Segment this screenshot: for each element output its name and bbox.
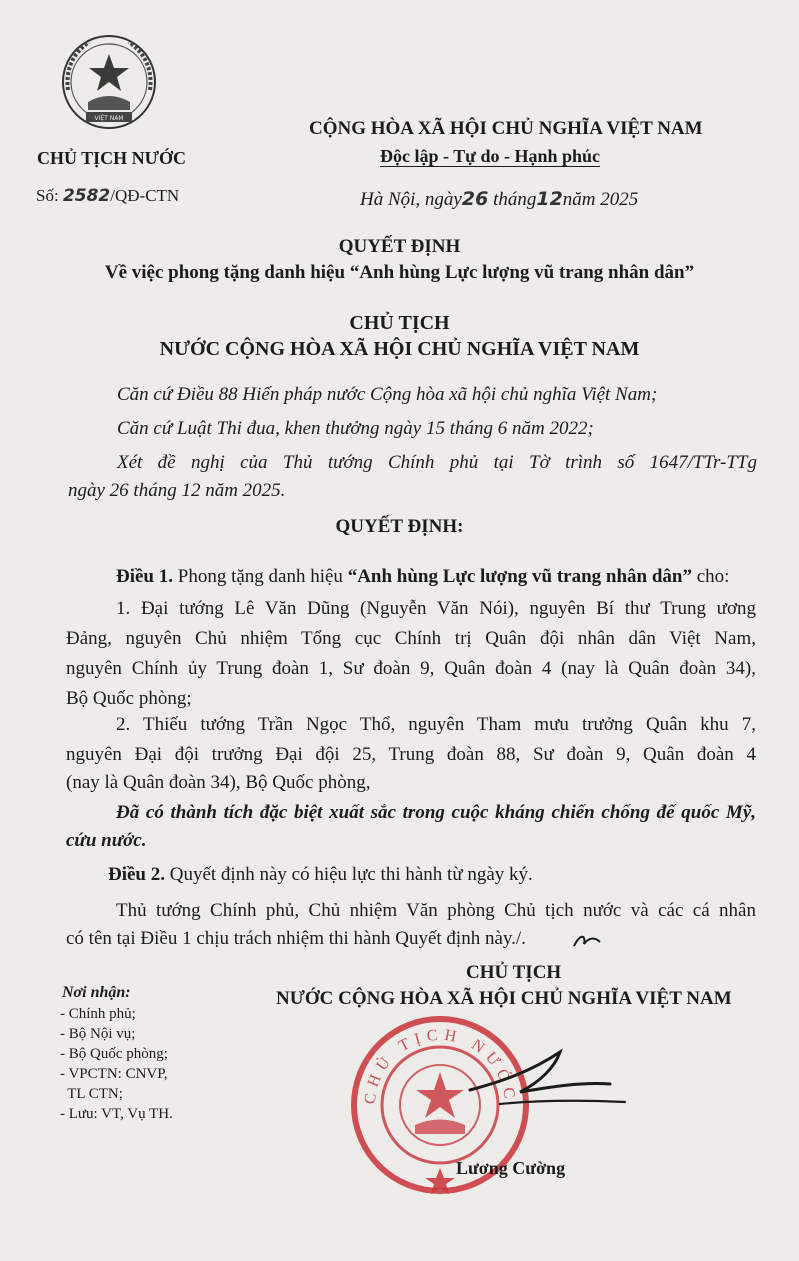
recipients-title: Nơi nhận:: [62, 984, 131, 1001]
article-2-para-line2: có tên tại Điều 1 chịu trách nhiệm thi hành Quyết định này./.: [66, 928, 526, 949]
national-emblem-icon: [54, 30, 164, 140]
recipient-item: - VPCTN: CNVP,: [60, 1066, 168, 1082]
decides-heading: QUYẾT ĐỊNH:: [335, 516, 464, 537]
preamble-3b: ngày 26 tháng 12 năm 2025.: [68, 480, 286, 501]
seal-text: CHỦ TỊCH NƯỚC: [361, 1026, 519, 1106]
recipient-item: - Bộ Nội vụ;: [60, 1026, 136, 1042]
preamble-1: Căn cứ Điều 88 Hiến pháp nước Cộng hòa xã hội chủ nghĩa Việt Nam;: [117, 384, 658, 405]
recipient-item: - Lưu: VT, Vụ TH.: [60, 1106, 173, 1122]
handwritten-signature: [460, 1042, 640, 1122]
item2-line1: 2. Thiếu tướng Trần Ngọc Thổ, nguyên Tham mưu trưởng Quân khu 7,: [116, 714, 756, 735]
item1-line2: Đảng, nguyên Chủ nhiệm Tổng cục Chính trị Quân đội nhân dân Việt Nam,: [66, 628, 756, 649]
preamble-3a: Xét đề nghị của Thủ tướng Chính phủ tại Tờ trình số 1647/TTr-TTg: [117, 452, 757, 473]
national-motto: Độc lập - Tự do - Hạnh phúc: [380, 146, 601, 166]
authority-line2: NƯỚC CỘNG HÒA XÃ HỘI CHỦ NGHĨA VIỆT NAM: [159, 338, 640, 360]
country-name: CỘNG HÒA XÃ HỘI CHỦ NGHĨA VIỆT NAM: [309, 118, 703, 139]
recipient-item: - Chính phủ;: [60, 1006, 136, 1022]
article-2: Điều 2. Quyết định này có hiệu lực thi hành từ ngày ký.: [108, 864, 533, 885]
item1-line3: nguyên Chính ủy Trung đoàn 1, Sư đoàn 9, Quân đoàn 4 (nay là Quân đoàn 34),: [66, 658, 756, 679]
number-handwritten: 2582: [62, 186, 111, 206]
signature-title-2: NƯỚC CỘNG HÒA XÃ HỘI CHỦ NGHĨA VIỆT NAM: [276, 988, 732, 1009]
number-prefix: Số:: [36, 186, 63, 205]
recipient-item: - Bộ Quốc phòng;: [60, 1046, 168, 1062]
issuer: CHỦ TỊCH NƯỚC: [37, 148, 187, 168]
recipient-item: TL CTN;: [60, 1086, 123, 1102]
article-1-intro: Điều 1. Phong tặng danh hiệu “Anh hùng Lực lượng vũ trang nhân dân” cho:: [116, 566, 730, 587]
article-2-label: Điều 2.: [108, 864, 165, 885]
date-month: 12: [536, 188, 563, 210]
document-number: [36, 186, 179, 206]
date-day: 26: [461, 188, 489, 210]
article-1-label: Điều 1.: [116, 566, 173, 587]
authority-line1: CHỦ TỊCH: [349, 312, 450, 334]
decision-subject: Về việc phong tặng danh hiệu “Anh hùng Lực lượng vũ trang nhân dân”: [104, 262, 695, 283]
item2-line3: (nay là Quân đoàn 34), Bộ Quốc phòng,: [66, 772, 371, 793]
decision-heading: QUYẾT ĐỊNH: [338, 236, 461, 257]
date-mid: tháng: [493, 189, 537, 210]
issue-date: [360, 188, 638, 211]
preamble-2: Căn cứ Luật Thi đua, khen thưởng ngày 15 tháng 6 năm 2022;: [117, 418, 594, 439]
emblem-text: VIỆT NAM: [94, 115, 124, 122]
item2-line2: nguyên Đại đội trưởng Đại đội 25, Trung đoàn 88, Sư đoàn 9, Quân đoàn 4: [66, 744, 756, 765]
number-suffix: /QĐ-CTN: [110, 186, 180, 205]
date-prefix: Hà Nội, ngày: [360, 189, 462, 210]
item1-line1: 1. Đại tướng Lê Văn Dũng (Nguyễn Văn Nói), nguyên Bí thư Trung ương: [116, 598, 756, 619]
signatory-name: Lương Cường: [456, 1158, 566, 1178]
achievement-line1: Đã có thành tích đặc biệt xuất sắc trong cuộc kháng chiến chống đế quốc Mỹ,: [116, 802, 756, 823]
article-2-para-line1: Thủ tướng Chính phủ, Chủ nhiệm Văn phòng Chủ tịch nước và các cá nhân: [116, 900, 756, 921]
signature-title-1: CHỦ TỊCH: [466, 962, 562, 983]
achievement-line2: cứu nước.: [66, 830, 147, 851]
date-suffix: năm 2025: [562, 189, 639, 210]
item1-line4: Bộ Quốc phòng;: [66, 688, 192, 709]
initial-mark: [572, 930, 602, 952]
